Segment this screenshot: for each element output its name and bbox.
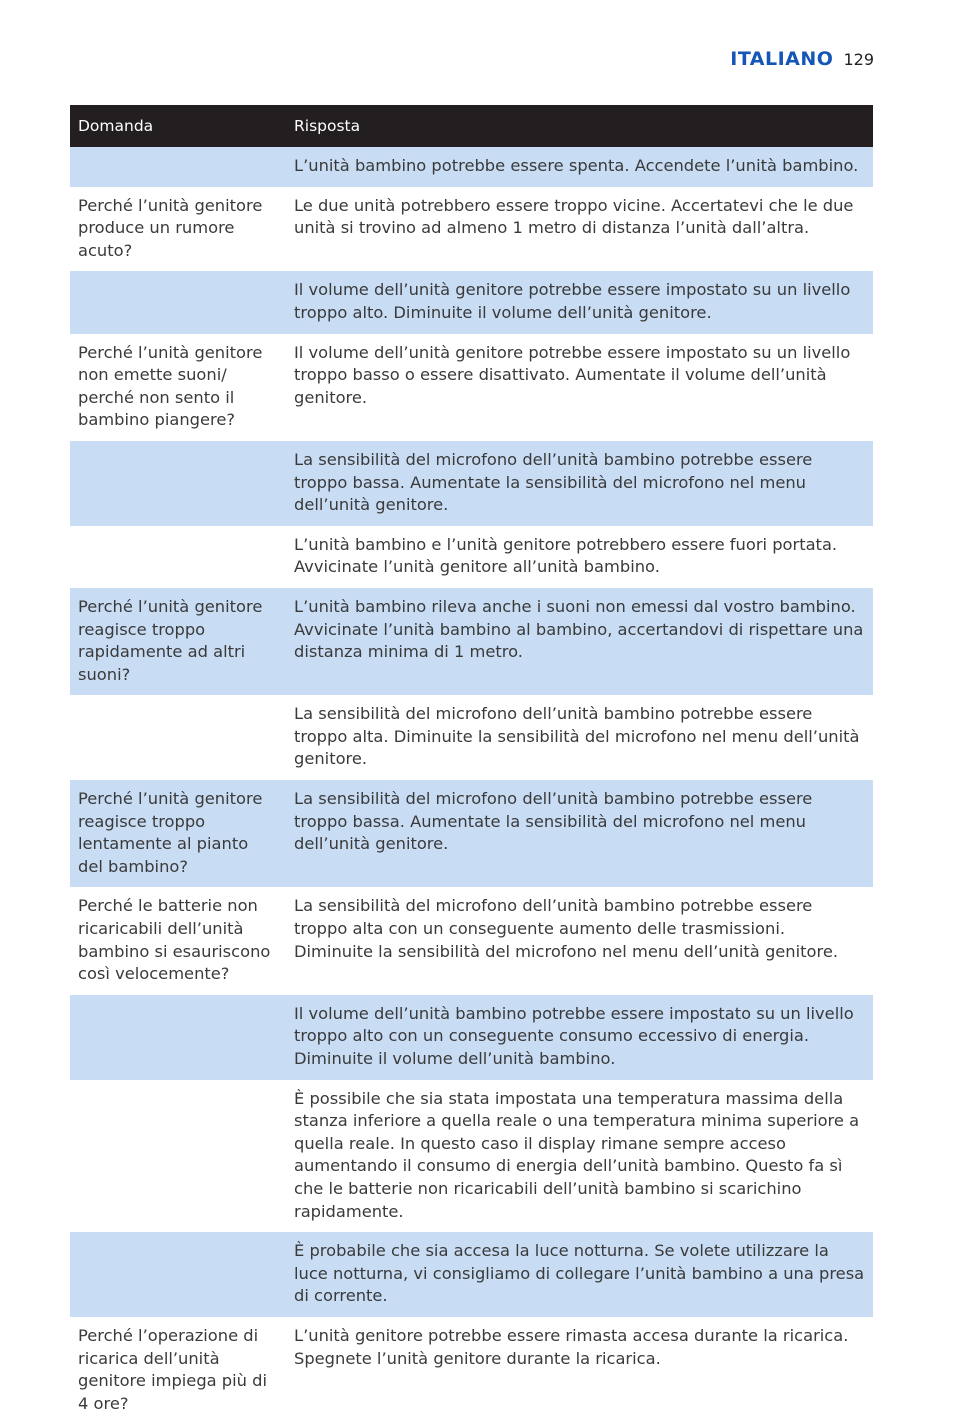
- page-header: [730, 48, 874, 70]
- table-row: [70, 887, 873, 994]
- answer-cell: È possibile che sia stata impostata una temperatura massima della stanza inferiore a quella reale o una temperatura minima superiore a quella reale. In questo caso il display rimane sempre acceso aumentando il consumo di energia dell’unità bambino. Questo fa sì che le batterie non ricaricabili dell’unità bambino si scarichino rapidamente.: [286, 1080, 873, 1233]
- question-cell: [70, 995, 286, 1080]
- question-cell: [70, 271, 286, 333]
- answer-cell: L’unità bambino e l’unità genitore potrebbero essere fuori portata. Avvicinate l’unità genitore all’unità bambino.: [286, 526, 873, 588]
- column-header-answer: Risposta: [286, 105, 873, 147]
- table-row: [70, 526, 873, 588]
- column-header-question: Domanda: [70, 105, 286, 147]
- answer-cell: La sensibilità del microfono dell’unità bambino potrebbe essere troppo alta con un conseguente aumento delle trasmissioni. Diminuite la sensibilità del microfono nel menu dell’unità genitore.: [286, 887, 873, 994]
- table-row: [70, 1080, 873, 1233]
- table-row: [70, 780, 873, 887]
- question-cell: Perché le batterie non ricaricabili dell’unità bambino si esauriscono così velocemente?: [70, 887, 286, 994]
- table-header-row: [70, 105, 873, 147]
- answer-cell: Le due unità potrebbero essere troppo vicine. Accertatevi che le due unità si trovino ad almeno 1 metro di distanza l’unità dall’altra.: [286, 187, 873, 272]
- answer-cell: Il volume dell’unità genitore potrebbe essere impostato su un livello troppo basso o essere disattivato. Aumentate il volume dell’unità genitore.: [286, 334, 873, 441]
- question-cell: Perché l’operazione di ricarica dell’unità genitore impiega più di 4 ore?: [70, 1317, 286, 1424]
- question-cell: Perché l’unità genitore reagisce troppo lentamente al pianto del bambino?: [70, 780, 286, 887]
- table-row: [70, 1232, 873, 1317]
- answer-cell: L’unità genitore potrebbe essere rimasta accesa durante la ricarica. Spegnete l’unità genitore durante la ricarica.: [286, 1317, 873, 1424]
- table-row: [70, 334, 873, 441]
- question-cell: [70, 1232, 286, 1317]
- table-row: [70, 441, 873, 526]
- answer-cell: La sensibilità del microfono dell’unità bambino potrebbe essere troppo alta. Diminuite la sensibilità del microfono nel menu dell’unità genitore.: [286, 695, 873, 780]
- page-number: 129: [843, 50, 874, 69]
- question-cell: [70, 441, 286, 526]
- table-row: [70, 995, 873, 1080]
- answer-cell: Il volume dell’unità bambino potrebbe essere impostato su un livello troppo alto con un conseguente consumo eccessivo di energia. Diminuite il volume dell’unità bambino.: [286, 995, 873, 1080]
- question-cell: [70, 526, 286, 588]
- question-cell: Perché l’unità genitore reagisce troppo rapidamente ad altri suoni?: [70, 588, 286, 695]
- question-cell: Perché l’unità genitore produce un rumore acuto?: [70, 187, 286, 272]
- answer-cell: L’unità bambino rileva anche i suoni non emessi dal vostro bambino. Avvicinate l’unità bambino al bambino, accertandovi di rispettare una distanza minima di 1 metro.: [286, 588, 873, 695]
- table-row: [70, 588, 873, 695]
- question-cell: Perché l’unità genitore non emette suoni/ perché non sento il bambino piangere?: [70, 334, 286, 441]
- troubleshooting-table: [70, 105, 873, 1424]
- answer-cell: La sensibilità del microfono dell’unità bambino potrebbe essere troppo bassa. Aumentate la sensibilità del microfono nel menu dell’unità genitore.: [286, 441, 873, 526]
- table-row: [70, 187, 873, 272]
- question-cell: [70, 695, 286, 780]
- answer-cell: L’unità bambino potrebbe essere spenta. Accendete l’unità bambino.: [286, 147, 873, 187]
- answer-cell: Il volume dell’unità genitore potrebbe essere impostato su un livello troppo alto. Diminuite il volume dell’unità genitore.: [286, 271, 873, 333]
- answer-cell: La sensibilità del microfono dell’unità bambino potrebbe essere troppo bassa. Aumentate la sensibilità del microfono nel menu dell’unità genitore.: [286, 780, 873, 887]
- language-label: ITALIANO: [730, 48, 834, 70]
- table-row: [70, 147, 873, 187]
- question-cell: [70, 147, 286, 187]
- table-row: [70, 695, 873, 780]
- table-row: [70, 271, 873, 333]
- table-row: [70, 1317, 873, 1424]
- question-cell: [70, 1080, 286, 1233]
- answer-cell: È probabile che sia accesa la luce notturna. Se volete utilizzare la luce notturna, vi consigliamo di collegare l’unità bambino a una presa di corrente.: [286, 1232, 873, 1317]
